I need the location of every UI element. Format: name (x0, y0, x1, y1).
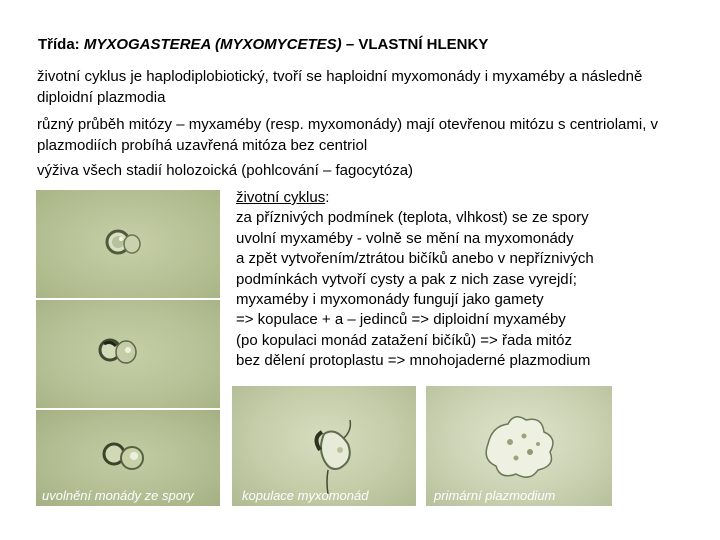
lifecycle-line: uvolní myxaméby - volně se mění na myxomonády (236, 229, 574, 247)
lifecycle-line: a zpět vytvořením/ztrátou bičíků anebo v nepříznivých (236, 250, 594, 268)
lifecycle-line: bez dělení protoplastu => mnohojaderné plazmodium (236, 352, 591, 370)
lifecycle-line: (po kopulaci monád zatažení bičíků) => řada mitóz (236, 331, 573, 349)
caption-copulation: kopulace myxomonád (242, 488, 369, 503)
lifecycle-heading-colon: : (325, 189, 330, 206)
paragraph-life-cycle-type: životní cyklus je haplodiplobiotický, tvoří se haploidní myxomonády i myxaméby a následně diploidní plazmodia (37, 68, 643, 106)
lifecycle-line: myxaméby i myxomonády fungují jako gamety (236, 291, 544, 309)
title-suffix: – VLASTNÍ HLENKY (341, 36, 489, 53)
paragraph-nutrition: výživa všech stadií holozoická (pohlcování – fagocytóza) (37, 162, 414, 179)
lifecycle-heading: životní cyklus (236, 189, 326, 206)
title-taxon: MYXOGASTEREA (MYXOMYCETES) (83, 36, 342, 53)
micrograph-spore-release-1 (36, 190, 220, 298)
lifecycle-text-block (236, 188, 706, 372)
micrograph-spore-release-2 (36, 300, 220, 408)
lifecycle-line: podmínkách vytvoří cysty a pak z nich zase vyrejdí; (236, 270, 577, 288)
caption-plasmodium: primární plazmodium (434, 488, 556, 503)
lifecycle-line: => kopulace + a – jedinců => diploidní myxaméby (236, 311, 566, 329)
lifecycle-line: za příznivých podmínek (teplota, vlhkost) se ze spory (236, 209, 589, 227)
caption-spore-release: uvolnění monády ze spory (42, 488, 194, 503)
title-prefix: Třída: (38, 36, 84, 53)
slide-title (38, 36, 698, 53)
paragraph-mitosis: různý průběh mitózy – myxaméby (resp. myxomonády) mají otevřenou mitózu s centriolami, v plazmodiích probíhá uzavřená mitóza bez centriol (37, 116, 659, 154)
